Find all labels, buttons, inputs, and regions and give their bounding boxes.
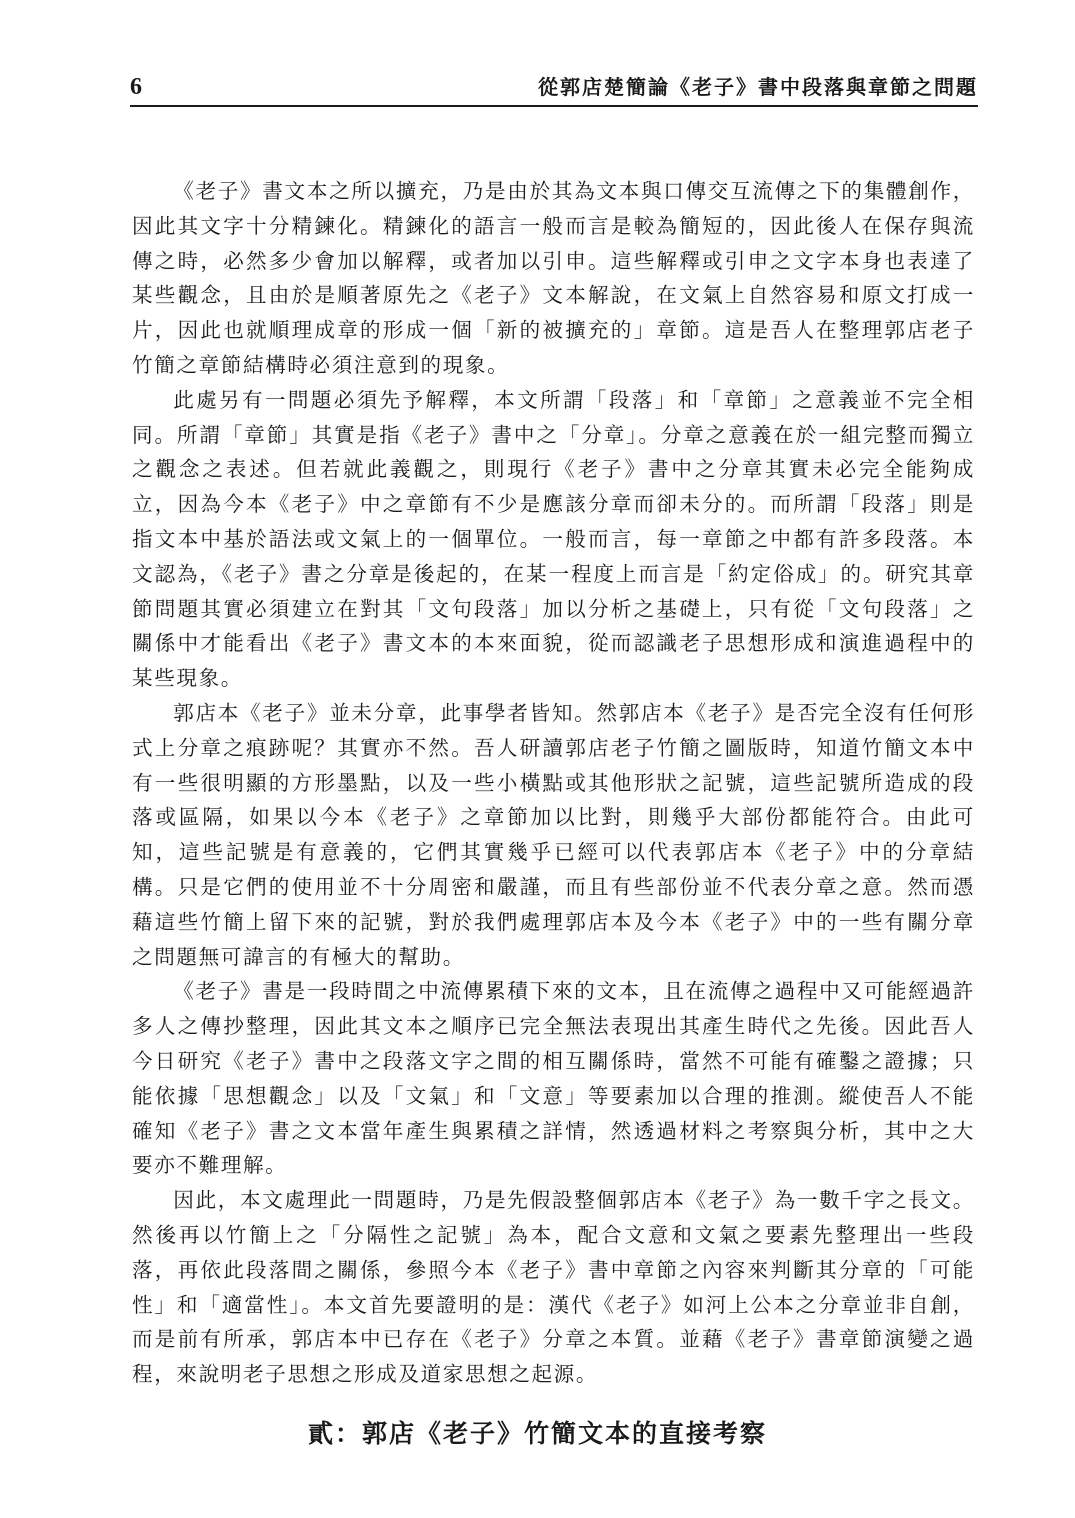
body-text (132, 174, 975, 1392)
section-heading: 貳：郭店《老子》竹簡文本的直接考察 (307, 1419, 767, 1448)
page-header (130, 72, 978, 104)
paragraph-1: 《老子》書文本之所以擴充，乃是由於其為文本與口傳交互流傳之下的集體創作，因此其文字十分精鍊化。精鍊化的語言一般而言是較為簡短的，因此後人在保存與流傳之時，必然多少會加以解釋，或者加以引申。這些解釋或引申之文字本身也表達了某些觀念，且由於是順著原先之《老子》文本解說，在文氣上自然容易和原文打成一片，因此也就順理成章的形成一個「新的被擴充的」章節。這是吾人在整理郭店老子竹簡之章節結構時必須注意到的現象。 (132, 179, 975, 377)
running-title: 從郭店楚簡論《老子》書中段落與章節之問題 (538, 75, 978, 99)
paragraph-4: 《老子》書是一段時間之中流傳累積下來的文本，且在流傳之過程中又可能經過許多人之傳抄整理，因此其文本之順序已完全無法表現出其產生時代之先後。因此吾人今日研究《老子》書中之段落文字之間的相互關係時，當然不可能有確鑿之證據；只能依據「思想觀念」以及「文氣」和「文意」等要素加以合理的推測。縱使吾人不能確知《老子》書之文本當年產生與累積之詳情，然透過材料之考察與分析，其中之大要亦不難理解。 (132, 979, 975, 1178)
page-number: 6 (130, 74, 142, 100)
paragraph-3: 郭店本《老子》並未分章，此事學者皆知。然郭店本《老子》是否完全沒有任何形式上分章之痕跡呢？其實亦不然。吾人研讀郭店老子竹簡之圖版時，知道竹簡文本中有一些很明顯的方形墨點，以及一些小橫點或其他形狀之記號，這些記號所造成的段落或區隔，如果以今本《老子》之章節加以比對，則幾乎大部份都能符合。由此可知，這些記號是有意義的，它們其實幾乎已經可以代表郭店本《老子》中的分章結構。只是它們的使用並不十分周密和嚴謹，而且有些部份並不代表分章之意。然而憑藉這些竹簡上留下來的記號，對於我們處理郭店本及今本《老子》中的一些有關分章之問題無可諱言的有極大的幫助。 (132, 700, 975, 969)
header-rule (130, 105, 978, 107)
paragraph-2: 此處另有一問題必須先予解釋，本文所謂「段落」和「章節」之意義並不完全相同。所謂「章節」其實是指《老子》書中之「分章」。分章之意義在於一組完整而獨立之觀念之表述。但若就此義觀之，則現行《老子》書中之分章其實未必完全能夠成立，因為今本《老子》中之章節有不少是應該分章而卻未分的。而所謂「段落」則是指文本中基於語法或文氣上的一個單位。一般而言，每一章節之中都有許多段落。本文認為，《老子》書之分章是後起的，在某一程度上而言是「約定俗成」的。研究其章節問題其實必須建立在對其「文句段落」加以分析之基礎上，只有從「文句段落」之關係中才能看出《老子》書文本的本來面貌，從而認識老子思想形成和演進過程中的某些現象。 (132, 387, 975, 691)
paragraph-5: 因此，本文處理此一問題時，乃是先假設整個郭店本《老子》為一數千字之長文。然後再以竹簡上之「分隔性之記號」為本，配合文意和文氣之要素先整理出一些段落，再依此段落間之關係，參照今本《老子》書中章節之內容來判斷其分章的「可能性」和「適當性」。本文首先要證明的是：漢代《老子》如河上公本之分章並非自創，而是前有所承，郭店本中已存在《老子》分章之本質。並藉《老子》書章節演變之過程，來說明老子思想之形成及道家思想之起源。 (132, 1188, 975, 1387)
